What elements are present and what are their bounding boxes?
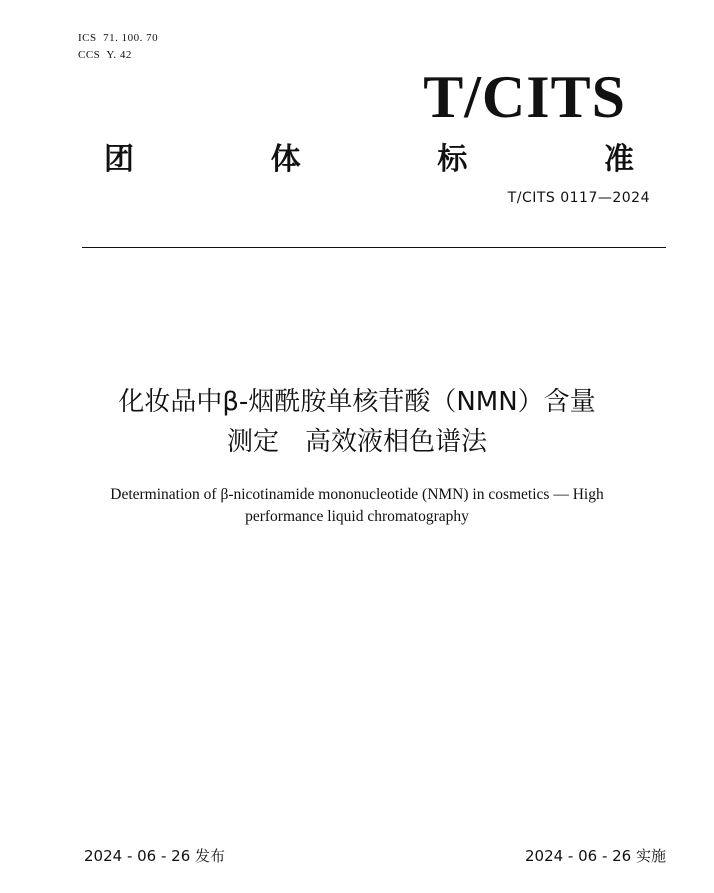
chinese-title [60, 382, 654, 462]
standard-type-char: 体 [270, 142, 301, 177]
standard-type-char: 准 [603, 142, 634, 177]
implementation-date: 2024 - 06 - 26 实施 [524, 847, 666, 865]
chinese-title-line-1: 化妆品中β-烟酰胺单核苷酸（NMN）含量 [118, 387, 596, 417]
chinese-title-line-2: 测定 高效液相色谱法 [226, 427, 487, 457]
english-title-line-1: Determination of β-nicotinamide mononucleotide (NMN) in cosmetics — High [110, 486, 604, 503]
ccs-code: CCS Y. 42 [78, 49, 132, 61]
standard-number: T/CITS 0117—2024 [507, 190, 650, 206]
ics-code: ICS 71. 100. 70 [78, 32, 159, 44]
publication-date: 2024 - 06 - 26 发布 [84, 847, 226, 865]
standard-type-char: 标 [437, 142, 468, 177]
standard-type-char: 团 [104, 142, 134, 177]
english-title-line-2: performance liquid chromatography [245, 508, 469, 525]
english-title [70, 484, 644, 528]
standard-type-heading [104, 140, 634, 180]
standard-logo: T/CITS [423, 64, 626, 130]
header-divider [82, 247, 666, 248]
